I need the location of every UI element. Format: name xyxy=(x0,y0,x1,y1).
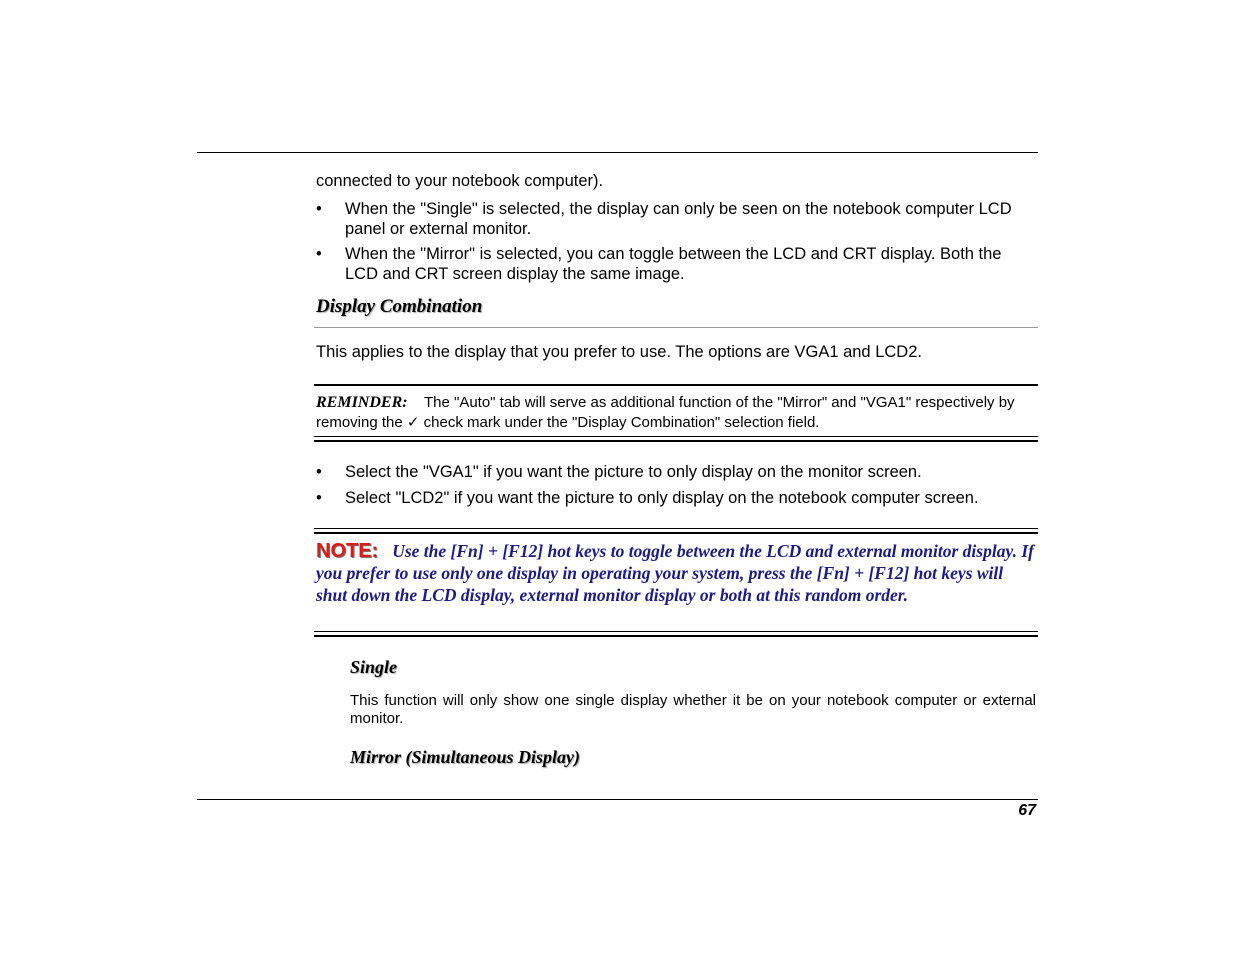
bullet-text: Select "LCD2" if you want the picture to only display on the notebook computer screen. xyxy=(345,489,979,507)
section-heading: Display Combination xyxy=(316,296,483,317)
reminder-top-rule xyxy=(314,384,1038,386)
single-description: This function will only show one single display whether it be on your notebook computer or external monitor. xyxy=(350,692,1036,727)
reminder-text: check mark under the "Display Combination" selection field. xyxy=(423,414,820,431)
note-top-rule xyxy=(314,528,1038,534)
header-rule xyxy=(197,152,1038,153)
bullet-icon: • xyxy=(316,245,322,263)
note-box xyxy=(316,540,1034,606)
check-icon: ✓ xyxy=(406,414,420,431)
page-number: 67 xyxy=(1018,802,1036,819)
note-bottom-rule xyxy=(314,631,1038,637)
subsection-heading-single: Single xyxy=(350,657,398,677)
subsection-heading-mirror: Mirror (Simultaneous Display) xyxy=(350,747,581,767)
continuation-text: connected to your notebook computer). xyxy=(316,172,604,190)
section-intro: This applies to the display that you prefer to use. The options are VGA1 and LCD2. xyxy=(316,343,922,361)
reminder-label: REMINDER: xyxy=(316,394,408,411)
reminder-box xyxy=(316,393,1036,433)
bullet-text: When the "Single" is selected, the display can only be seen on the notebook computer LCD panel or external monitor. xyxy=(345,200,1012,238)
bullet-icon: • xyxy=(316,489,322,507)
bullet-text: Select the "VGA1" if you want the picture to only display on the monitor screen. xyxy=(345,463,922,481)
reminder-bottom-rule xyxy=(314,436,1038,442)
bullet-icon: • xyxy=(316,200,322,218)
note-label: NOTE: xyxy=(316,540,379,562)
reminder-text: The "Auto" tab will serve as additional function of the "Mirror" and "VGA1" respectively by removing the xyxy=(316,394,1015,431)
bullet-text: When the "Mirror" is selected, you can toggle between the LCD and CRT display. Both the LCD and CRT screen display the same image. xyxy=(345,245,1002,283)
bullet-icon: • xyxy=(316,463,322,481)
footer-rule xyxy=(197,799,1038,800)
note-text: Use the [Fn] + [F12] hot keys to toggle between the LCD and external monitor display. If you prefer to use only one display in operating your system, press the [Fn] + [F12] hot keys will shut down the LCD display, external monitor display or both at this random order. xyxy=(316,541,1034,605)
section-divider xyxy=(314,327,1038,328)
